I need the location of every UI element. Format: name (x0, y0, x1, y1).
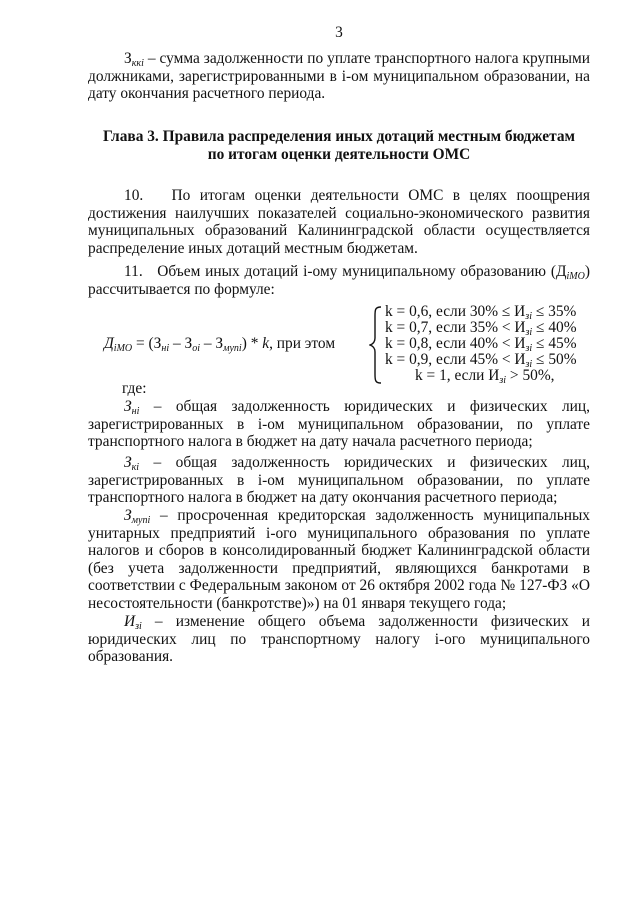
formula-k: k (262, 335, 270, 352)
para11-text-after: ) рассчитывается по формуле: (88, 263, 590, 298)
case-sub: зi (525, 343, 533, 354)
definition-term-sub: зi (135, 621, 142, 632)
definition-item (88, 507, 590, 612)
where-label: где: (122, 380, 147, 397)
case-row (385, 352, 577, 368)
left-brace-icon (369, 306, 383, 384)
chapter-heading (88, 128, 590, 163)
formula-equals-open: = (З (132, 335, 162, 352)
intro-term-sub: ккі (131, 58, 144, 69)
formula-minus1: – З (169, 335, 193, 352)
formula-main (104, 335, 335, 353)
case-post: ≤ 45% (532, 335, 577, 352)
case-post: ≤ 35% (531, 303, 577, 320)
definition-item (88, 454, 590, 507)
case-pre: k = 0,7, если 35% < И (385, 319, 526, 336)
definition-item (88, 613, 590, 666)
formula-tail: , при этом (269, 335, 336, 352)
paragraph-11 (88, 263, 590, 298)
case-row (385, 336, 577, 352)
page-number: 3 (335, 24, 343, 41)
case-pre: k = 0,6, если 30% ≤ И (385, 303, 526, 320)
definition-term: З (124, 398, 132, 415)
definition-term-sub: кi (131, 462, 140, 473)
definition-term: И (124, 613, 136, 630)
case-sub: зi (525, 311, 532, 322)
intro-definition (88, 50, 590, 103)
formula-t2-sub: оi (192, 343, 200, 354)
case-post: ≤ 50% (532, 351, 577, 368)
formula-minus2: – З (200, 335, 224, 352)
definition-text: – изменение общего объема задолженности физических и юридических лиц по транспортному налогу і-ого муниципального образования. (88, 613, 590, 665)
definition-item (88, 398, 590, 451)
case-sub: зi (499, 375, 507, 386)
formula-t3-sub: мупi (223, 343, 242, 354)
case-row (385, 304, 577, 320)
para11-text-before: 11. Объем иных дотаций і-ому муниципальному образованию ( (124, 263, 557, 280)
formula-lhs: Д (104, 335, 114, 352)
chapter-heading-line1: Глава 3. Правила распределения иных дотаций местным бюджетам (103, 128, 575, 145)
case-pre: k = 1, если И (415, 367, 500, 384)
case-pre: k = 0,9, если 45% < И (385, 351, 526, 368)
paragraph-10: 10. По итогам оценки деятельности ОМС в целях поощрения достижения наилучших показателей социально-экономического развития муниципальных образований Калининградской области осуществляется распределение иных дотаций местным бюджетам. (88, 187, 590, 257)
case-sub: зi (525, 359, 533, 370)
case-row (385, 320, 577, 336)
case-post: ≤ 40% (532, 319, 577, 336)
para11-symbol-sub: iМО (566, 271, 585, 282)
definition-text: – просроченная кредиторская задолженность муниципальных унитарных предприятий і-ого муниципального образования по уплате налогов и сборов в консолидированный бюджет Калининградской области (без учета задолженности предприятий, являющихся банкротами в соответствии с Федеральным законом от 26 октября 2002 года № 127-ФЗ «О несостоятельности (банкротстве)») на 01 января текущего года; (88, 507, 590, 612)
definition-text: – общая задолженность юридических и физических лиц, зарегистрированных в і-ом муниципальном образовании, по уплате транспортного налога в бюджет на дату окончания расчетного периода; (88, 454, 590, 506)
formula-lhs-sub: iМО (113, 343, 133, 354)
definition-text: – общая задолженность юридических и физических лиц, зарегистрированных в і-ом муниципальном образовании, по уплате транспортного налога в бюджет на дату начала расчетного периода; (88, 398, 590, 450)
chapter-heading-line2: по итогам оценки деятельности ОМС (207, 145, 471, 163)
para11-symbol: Д (556, 263, 567, 280)
formula-t1-sub: нi (161, 343, 170, 354)
case-post: > 50%, (506, 367, 555, 384)
formula-cases (385, 304, 577, 384)
formula-close: ) * (241, 335, 263, 352)
definition-term: З (124, 507, 132, 524)
formula-block (104, 304, 604, 384)
case-pre: k = 0,8, если 40% < И (385, 335, 526, 352)
definition-term-sub: мупi (131, 515, 151, 526)
intro-term: З (124, 50, 132, 67)
intro-text: – сумма задолженности по уплате транспортного налога крупными должниками, зарегистрированными в і-ом муниципальном образовании, на дату окончания расчетного периода. (88, 50, 590, 102)
case-sub: зi (525, 327, 533, 338)
definition-term: З (124, 454, 132, 471)
definition-term-sub: нi (131, 406, 140, 417)
